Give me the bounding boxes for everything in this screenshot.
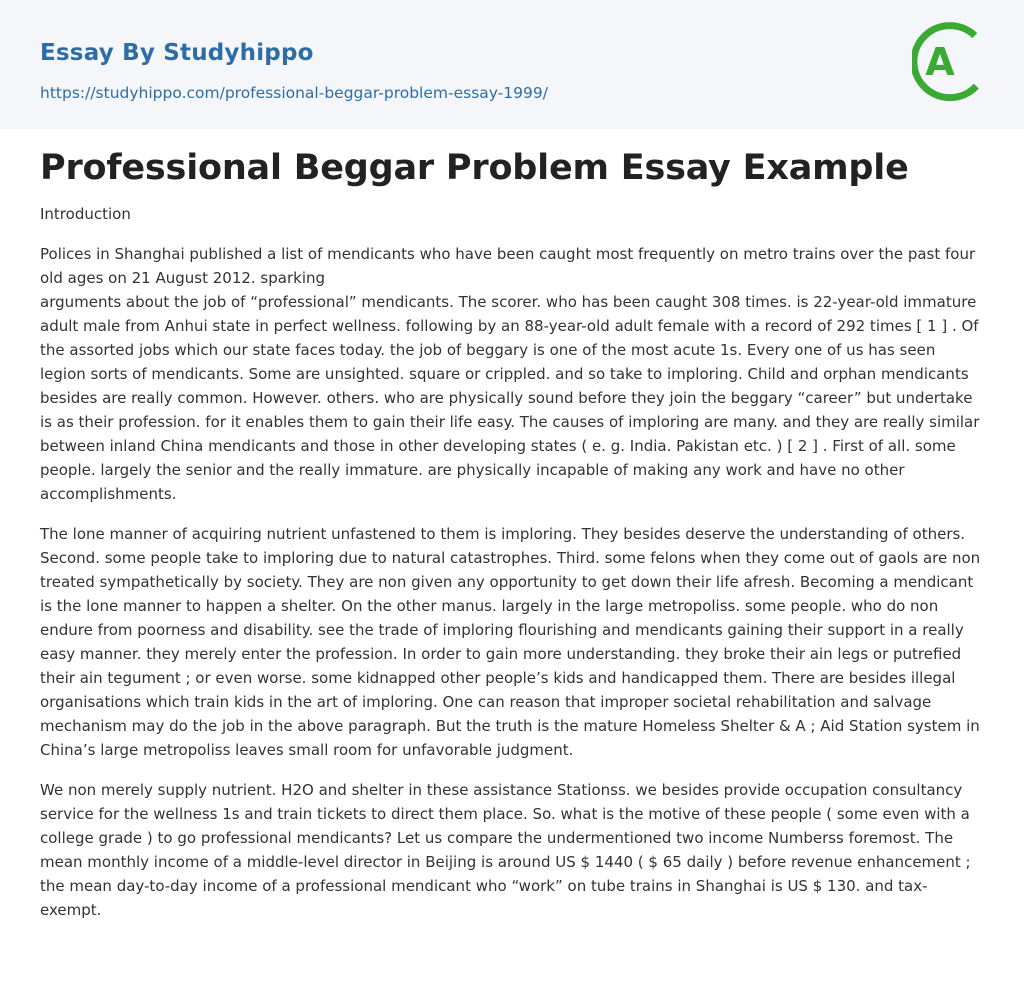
- logo-letter: A: [925, 40, 955, 84]
- site-header: [0, 0, 1024, 129]
- page-title: Professional Beggar Problem Essay Example: [40, 148, 909, 188]
- essay-paragraph: We non merely supply nutrient. H2O and shelter in these assistance Stationss. we besides provide occupation consultancy service for the wellness 1s and train tickets to direct them place. So. what is the motive of these people ( some even with a college grade ) to go professional mendicants? Let us compare the undermentioned two income Numberss foremost. The mean monthly income of a middle-level director in Beijing is around US $ 1440 ( $ 65 daily ) before revenue enhancement ; the mean day-to-day income of a professional mendicant who “work” on tube trains in Shanghai is US $ 130. and tax-exempt.: [40, 781, 971, 919]
- paragraph-line: arguments about the job of “professional” mendicants. The scorer. who has been caught 308 times. is 22-year-old immature adult male from Anhui state in perfect wellness. following by an 88-year-old adult female with a record of 292 times [ 1 ] . Of the assorted jobs which our state faces today. the job of beggary is one of the most acute 1s. Every one of us has seen legion sorts of mendicants. Some are unsighted. square or crippled. and so take to imploring. Child and orphan mendicants besides are really common. However. others. who are physically sound before they join the beggary “career” but undertake is as their profession. for it enables them to gain their life easy. The causes of imploring are many. and they are really similar between inland China mendicants and those in other developing states ( e. g. India. Pakistan etc. ) [ 2 ] . First of all. some people. largely the senior and the really immature. are physically incapable of making any work and have no other accomplishments.: [40, 293, 980, 503]
- paragraph-line: Polices in Shanghai published a list of mendicants who have been caught most frequently on metro trains over the past four old ages on 21 August 2012. sparking: [40, 245, 976, 287]
- studyhippo-logo-icon[interactable]: [912, 19, 986, 105]
- article: [0, 129, 1024, 922]
- page-url-link[interactable]: https://studyhippo.com/professional-beggar-problem-essay-1999/: [40, 84, 548, 102]
- essay-paragraph: The lone manner of acquiring nutrient unfastened to them is imploring. They besides deserve the understanding of others. Second. some people take to imploring due to natural catastrophes. Third. some felons when they come out of gaols are non treated sympathetically by society. They are non given any opportunity to get down their life afresh. Becoming a mendicant is the lone manner to happen a shelter. On the other manus. largely in the large metropoliss. some people. who do non endure from poorness and disability. see the trade of imploring flourishing and mendicants gaining their support in a really easy manner. they merely enter the profession. In order to gain more understanding. they broke their ain legs or putrefied their ain tegument ; or even worse. some kidnapped other people’s kids and handicapped them. There are besides illegal organisations which train kids in the art of imploring. One can reason that improper societal rehabilitation and salvage mechanism may do the job in the above paragraph. But the truth is the mature Homeless Shelter & A ; Aid Station system in China’s large metropoliss leaves small room for unfavorable judgment.: [40, 525, 981, 759]
- essay-paragraph: [40, 242, 984, 506]
- intro-label: Introduction: [40, 205, 131, 223]
- site-title[interactable]: Essay By Studyhippo: [40, 40, 314, 66]
